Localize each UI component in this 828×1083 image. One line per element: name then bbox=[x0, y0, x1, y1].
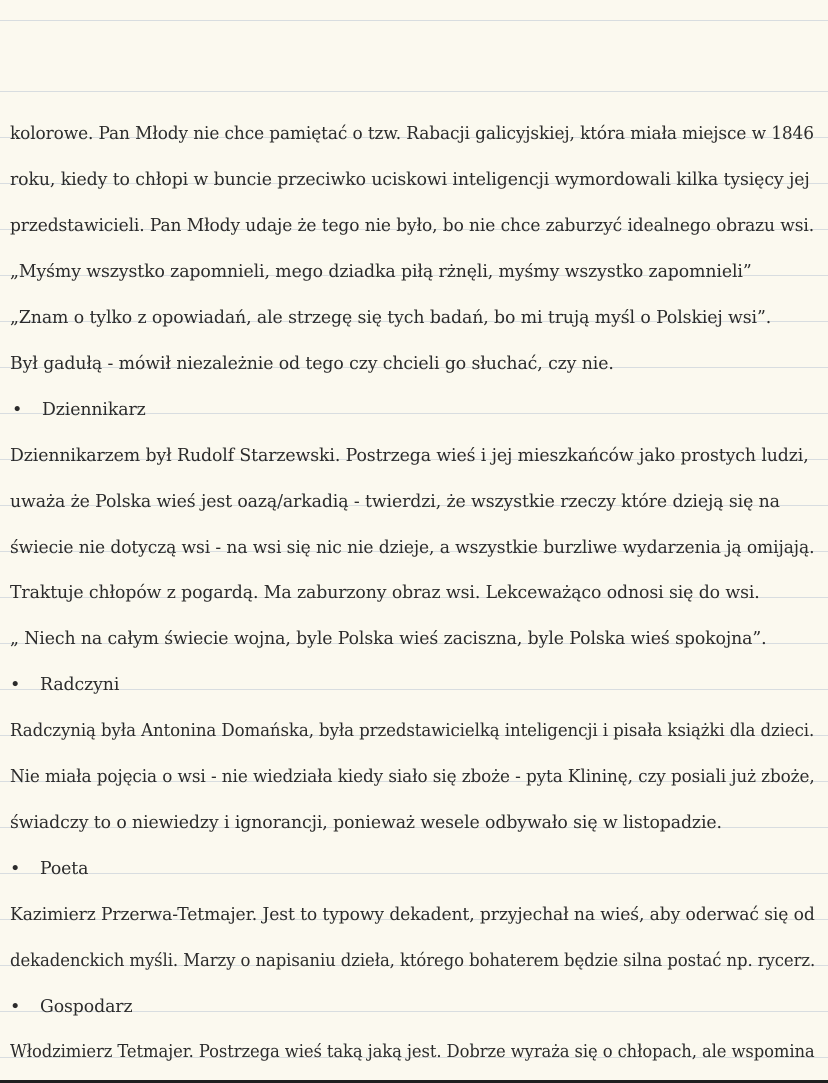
text-line bbox=[0, 743, 828, 789]
line-text: Dziennikarzem był Rudolf Starzewski. Postrzega wieś i jej mieszkańców jako prostych ludzi, bbox=[10, 445, 809, 466]
bullet-icon: • bbox=[12, 399, 23, 420]
heading-text: Radczyni bbox=[40, 675, 120, 696]
text-line bbox=[0, 146, 828, 192]
line-text: kolorowe. Pan Młody nie chce pamiętać o tzw. Rabacji galicyjskiej, która miała miejsce w 1846 bbox=[10, 124, 814, 145]
text-line bbox=[0, 513, 828, 559]
line-text: świadczy to o niewiedzy i ignorancji, ponieważ wesele odbywało się w listopadzie. bbox=[10, 812, 722, 833]
bullet-icon: • bbox=[10, 675, 21, 696]
line-text: „ Niech na całym świecie wojna, byle Polska wieś zaciszna, byle Polska wieś spokojna”. bbox=[10, 629, 767, 650]
line-text: uważa że Polska wieś jest oazą/arkadią - twierdzi, że wszystkie rzeczy które dzieją się na bbox=[10, 491, 780, 512]
line-text: „Myśmy wszystko zapomnieli, mego dziadka piłą rżnęli, myśmy wszystko zapomnieli” bbox=[10, 262, 752, 283]
bullet-heading bbox=[0, 972, 828, 1018]
line-text: Włodzimierz Tetmajer. Postrzega wieś taką jaką jest. Dobrze wyraża się o chłopach, ale wspomina bbox=[10, 1042, 815, 1063]
text-line bbox=[0, 697, 828, 743]
bullet-icon: • bbox=[10, 996, 21, 1017]
text-line bbox=[0, 467, 828, 513]
heading-text: Poeta bbox=[40, 858, 89, 879]
line-text: świecie nie dotyczą wsi - na wsi się nic nie dzieje, a wszystkie burzliwe wydarzenia ją omijają. bbox=[10, 537, 815, 558]
heading-text: Dziennikarz bbox=[42, 399, 146, 420]
line-text: roku, kiedy to chłopi w buncie przeciwko uciskowi inteligencji wymordowali kilka tysięcy jej bbox=[10, 170, 810, 191]
line-text: Nie miała pojęcia o wsi - nie wiedziała kiedy siało się zboże - pyta Klininę, czy posiali już zboże, bbox=[10, 767, 815, 787]
line-text: Traktuje chłopów z pogardą. Ma zaburzony obraz wsi. Lekceważąco odnosi się do wsi. bbox=[10, 583, 760, 604]
text-line bbox=[0, 100, 828, 146]
line-text: Radczynią była Antonina Domańska, była przedstawicielką inteligencji i pisała książki dla dzieci. bbox=[10, 721, 815, 742]
line-text: Był gadułą - mówił niezależnie od tego czy chcieli go słuchać, czy nie. bbox=[10, 353, 614, 374]
line-text: „Znam o tylko z opowiadań, ale strzegę się tych badań, bo mi trują myśl o Polskiej wsi”. bbox=[10, 308, 772, 328]
text-line bbox=[0, 926, 828, 972]
bullet-heading bbox=[0, 375, 828, 421]
text-line bbox=[0, 238, 828, 284]
text-line bbox=[0, 421, 828, 467]
bullet-icon: • bbox=[10, 858, 21, 879]
line-text: Kazimierz Przerwa-Tetmajer. Jest to typowy dekadent, przyjechał na wieś, aby oderwać się od bbox=[10, 904, 815, 925]
text-line bbox=[0, 559, 828, 605]
line-text: przedstawicieli. Pan Młody udaje że tego nie było, bo nie chce zaburzyć idealnego obrazu wsi. bbox=[10, 216, 815, 237]
text-line bbox=[0, 880, 828, 926]
bullet-heading bbox=[0, 651, 828, 697]
text-line bbox=[0, 1018, 828, 1064]
text-line bbox=[0, 789, 828, 835]
bullet-heading bbox=[0, 834, 828, 880]
text-line bbox=[0, 330, 828, 376]
line-text: dekadenckich myśli. Marzy o napisaniu dzieła, którego bohaterem będzie silna postać np. rycerz. bbox=[10, 950, 816, 971]
text-line bbox=[0, 605, 828, 651]
text-line bbox=[0, 284, 828, 330]
heading-text: Gospodarz bbox=[40, 996, 133, 1017]
text-line bbox=[0, 192, 828, 238]
